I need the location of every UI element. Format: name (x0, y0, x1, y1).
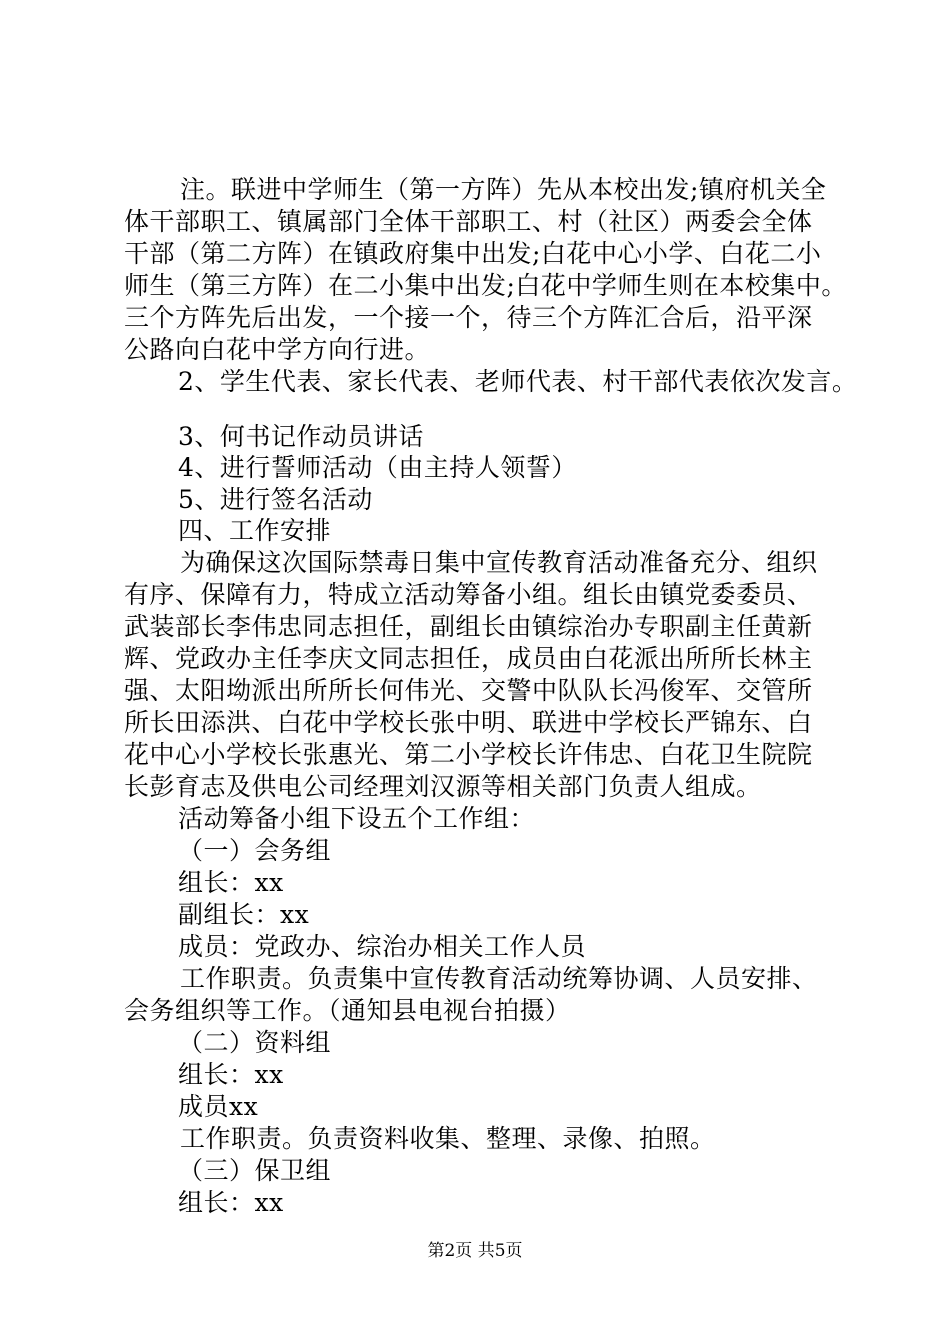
text-line: 成员：党政办、综治办相关工作人员 (178, 932, 587, 961)
text-line: 花中心小学校长张惠光、第二小学校长许伟忠、白花卫生院院 (124, 740, 813, 769)
text-line: 组长：xx (178, 868, 284, 897)
text-line: 武装部长李伟忠同志担任，副组长由镇综治办专职副主任黄新 (124, 612, 813, 641)
text-line: 会务组织等工作。（通知县电视台拍摄） (124, 996, 571, 1025)
text-line: 所长田添洪、白花中学校长张中明、联进中学校长严锦东、白 (124, 708, 813, 737)
text-line: 强、太阳坳派出所所长何伟光、交警中队队长冯俊军、交管所 (124, 676, 813, 705)
text-line: 有序、保障有力，特成立活动筹备小组。组长由镇党委委员、 (124, 580, 813, 609)
text-line: 长彭育志及供电公司经理刘汉源等相关部门负责人组成。 (124, 772, 762, 801)
text-line: 2、学生代表、家长代表、老师代表、村干部代表依次发言。 (178, 367, 858, 396)
text-line: （三）保卫组 (178, 1156, 332, 1185)
text-line: 组长：xx (178, 1188, 284, 1217)
text-line: 工作职责。负责集中宣传教育活动统筹协调、人员安排、 (180, 964, 818, 993)
text-line: 活动筹备小组下设五个工作组： (178, 804, 536, 833)
text-line: 注。联进中学师生（第一方阵）先从本校出发;镇府机关全 (180, 175, 827, 204)
page-number-label: 第2页 共5页 (427, 1241, 523, 1261)
text-line: 三个方阵先后出发，一个接一个，待三个方阵汇合后，沿平深 (124, 303, 813, 332)
text-line: 公路向白花中学方向行进。 (124, 335, 431, 364)
text-line: 成员xx (178, 1092, 259, 1121)
text-line: 四、工作安排 (178, 516, 332, 545)
text-line: 组长：xx (178, 1060, 284, 1089)
text-line: 工作职责。负责资料收集、整理、录像、拍照。 (180, 1124, 716, 1153)
text-line: （二）资料组 (178, 1028, 332, 1057)
text-line: 辉、党政办主任李庆文同志担任，成员由白花派出所所长林主 (124, 644, 813, 673)
text-line: 3、何书记作动员讲话 (178, 422, 424, 451)
text-line: 为确保这次国际禁毒日集中宣传教育活动准备充分、组织 (180, 548, 818, 577)
text-line: 干部（第二方阵）在镇政府集中出发;白花中心小学、白花二小 (124, 239, 822, 268)
text-line: 师生（第三方阵）在二小集中出发;白花中学师生则在本校集中。 (124, 271, 847, 300)
text-line: 副组长：xx (178, 900, 310, 929)
text-line: 5、进行签名活动 (178, 485, 373, 514)
text-line: 4、进行誓师活动（由主持人领誓） (178, 453, 577, 482)
text-line: 体干部职工、镇属部门全体干部职工、村（社区）两委会全体 (124, 207, 813, 236)
page-footer (0, 1240, 950, 1262)
text-line: （一）会务组 (178, 836, 332, 865)
